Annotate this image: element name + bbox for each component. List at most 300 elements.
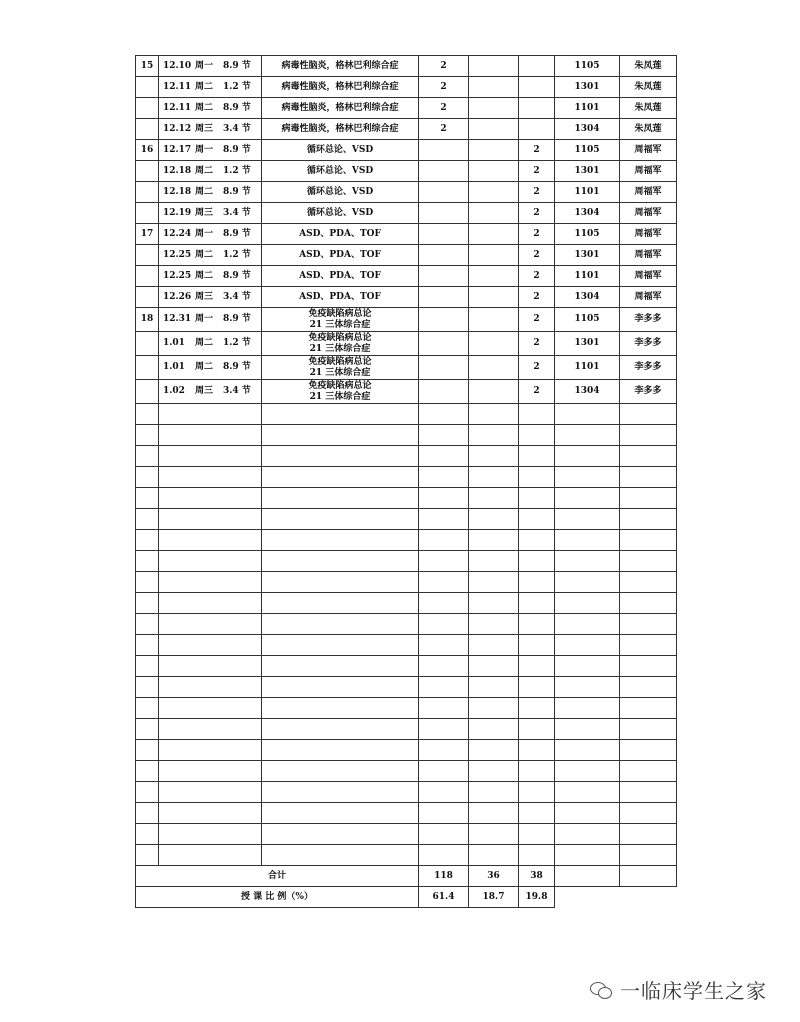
empty-cell — [159, 488, 262, 509]
empty-cell — [620, 698, 677, 719]
empty-row — [136, 488, 677, 509]
content-line: ASD、PDA、TOF — [299, 270, 381, 281]
empty-cell — [620, 614, 677, 635]
table-row — [136, 98, 677, 119]
date-day: 周三 — [195, 386, 214, 396]
empty-cell — [469, 698, 519, 719]
empty-row — [136, 467, 677, 488]
empty-cell — [519, 530, 555, 551]
empty-cell — [555, 782, 620, 803]
date-period: 8.9 节 — [223, 102, 251, 113]
ratio-label: 授 课 比 例（%） — [136, 887, 419, 908]
empty-cell — [419, 509, 469, 530]
empty-cell — [519, 824, 555, 845]
content-cell — [262, 380, 419, 404]
date-period: 3.4 节 — [223, 291, 251, 302]
total-col2: 36 — [469, 866, 519, 887]
empty-row — [136, 656, 677, 677]
empty-cell — [555, 467, 620, 488]
empty-cell — [262, 509, 419, 530]
content-cell — [262, 266, 419, 287]
empty-cell — [159, 572, 262, 593]
table-row — [136, 182, 677, 203]
empty-cell — [555, 551, 620, 572]
empty-row — [136, 782, 677, 803]
ratio-blank — [555, 887, 677, 908]
empty-cell — [519, 740, 555, 761]
hours-col3-cell: 2 — [519, 308, 555, 332]
empty-cell — [159, 530, 262, 551]
empty-cell — [555, 446, 620, 467]
empty-cell — [262, 593, 419, 614]
empty-cell — [519, 635, 555, 656]
hours-col2-cell — [469, 224, 519, 245]
date-period: 8.9 节 — [223, 270, 251, 281]
empty-cell — [469, 446, 519, 467]
empty-row — [136, 551, 677, 572]
content-line: ASD、PDA、TOF — [299, 249, 381, 260]
content-line: 免疫缺陷病总论 — [308, 380, 372, 391]
hours-col1-cell — [419, 356, 469, 380]
date-cell — [159, 332, 262, 356]
hours-col2-cell — [469, 287, 519, 308]
date-cell — [159, 161, 262, 182]
hours-col1-cell — [419, 203, 469, 224]
empty-cell — [136, 782, 159, 803]
table-row — [136, 224, 677, 245]
hours-col2-cell — [469, 245, 519, 266]
footer-text: 一临床学生之家 — [620, 979, 767, 1003]
empty-row — [136, 845, 677, 866]
empty-cell — [555, 803, 620, 824]
content-cell — [262, 224, 419, 245]
hours-col1-cell — [419, 161, 469, 182]
date-date: 1.01 — [163, 362, 185, 372]
empty-cell — [519, 425, 555, 446]
empty-cell — [159, 719, 262, 740]
empty-cell — [159, 782, 262, 803]
date-date: 12.11 — [163, 102, 192, 113]
date-date: 12.18 — [163, 186, 192, 197]
teacher-cell: 周福军 — [620, 182, 677, 203]
empty-cell — [136, 677, 159, 698]
empty-cell — [262, 656, 419, 677]
footer-watermark — [590, 975, 767, 1004]
empty-cell — [555, 614, 620, 635]
empty-cell — [262, 467, 419, 488]
hours-col3-cell: 2 — [519, 224, 555, 245]
empty-cell — [620, 572, 677, 593]
table-row — [136, 245, 677, 266]
week-cell: 17 — [136, 224, 159, 245]
date-day: 周二 — [195, 362, 214, 372]
empty-cell — [262, 824, 419, 845]
date-cell — [159, 224, 262, 245]
ratio-col1: 61.4 — [419, 887, 469, 908]
date-day: 周二 — [195, 270, 214, 281]
date-date: 12.25 — [163, 270, 192, 281]
date-period: 8.9 节 — [223, 362, 251, 372]
teacher-cell: 周福军 — [620, 161, 677, 182]
room-cell: 1301 — [555, 77, 620, 98]
empty-row — [136, 425, 677, 446]
empty-cell — [159, 845, 262, 866]
empty-cell — [519, 509, 555, 530]
date-date: 12.10 — [163, 60, 192, 71]
hours-col3-cell: 2 — [519, 182, 555, 203]
date-period: 8.9 节 — [223, 186, 251, 197]
hours-col3-cell — [519, 119, 555, 140]
content-cell — [262, 308, 419, 332]
empty-cell — [262, 740, 419, 761]
teacher-cell: 周福军 — [620, 266, 677, 287]
hours-col2-cell — [469, 182, 519, 203]
empty-cell — [136, 761, 159, 782]
empty-cell — [262, 845, 419, 866]
content-line: ASD、PDA、TOF — [299, 228, 381, 239]
content-cell — [262, 182, 419, 203]
week-cell — [136, 77, 159, 98]
empty-cell — [555, 740, 620, 761]
empty-cell — [519, 467, 555, 488]
empty-cell — [620, 719, 677, 740]
empty-cell — [519, 698, 555, 719]
empty-cell — [419, 803, 469, 824]
empty-cell — [262, 761, 419, 782]
empty-cell — [469, 656, 519, 677]
table-row — [136, 266, 677, 287]
date-period: 3.4 节 — [223, 123, 251, 134]
date-cell — [159, 140, 262, 161]
empty-cell — [159, 656, 262, 677]
content-cell — [262, 356, 419, 380]
week-cell — [136, 182, 159, 203]
hours-col1-cell — [419, 287, 469, 308]
room-cell: 1101 — [555, 266, 620, 287]
empty-cell — [419, 845, 469, 866]
table-row — [136, 203, 677, 224]
empty-cell — [419, 719, 469, 740]
date-day: 周二 — [195, 186, 214, 197]
hours-col1-cell — [419, 182, 469, 203]
empty-cell — [469, 572, 519, 593]
total-col1: 118 — [419, 866, 469, 887]
content-line: 循环总论、VSD — [306, 186, 374, 197]
date-period: 8.9 节 — [223, 144, 251, 155]
empty-cell — [419, 761, 469, 782]
teacher-cell: 周福军 — [620, 203, 677, 224]
week-cell: 16 — [136, 140, 159, 161]
empty-cell — [262, 635, 419, 656]
empty-cell — [555, 425, 620, 446]
empty-cell — [620, 761, 677, 782]
date-cell — [159, 287, 262, 308]
empty-cell — [519, 614, 555, 635]
date-period: 8.9 节 — [223, 228, 251, 239]
empty-cell — [469, 614, 519, 635]
room-cell: 1105 — [555, 224, 620, 245]
room-cell: 1101 — [555, 356, 620, 380]
total-label: 合计 — [136, 866, 419, 887]
content-line: 循环总论、VSD — [306, 207, 374, 218]
room-cell: 1301 — [555, 332, 620, 356]
empty-cell — [555, 845, 620, 866]
empty-cell — [159, 509, 262, 530]
empty-cell — [620, 551, 677, 572]
hours-col3-cell: 2 — [519, 266, 555, 287]
content-cell — [262, 140, 419, 161]
date-date: 12.19 — [163, 207, 192, 218]
hours-col1-cell — [419, 140, 469, 161]
empty-cell — [555, 404, 620, 425]
teacher-cell: 周福军 — [620, 140, 677, 161]
empty-cell — [136, 572, 159, 593]
room-cell: 1105 — [555, 308, 620, 332]
hours-col2-cell — [469, 56, 519, 77]
week-cell: 15 — [136, 56, 159, 77]
empty-cell — [519, 488, 555, 509]
empty-cell — [469, 719, 519, 740]
date-day: 周三 — [195, 291, 214, 302]
teacher-cell: 朱凤莲 — [620, 119, 677, 140]
empty-cell — [469, 761, 519, 782]
hours-col3-cell — [519, 77, 555, 98]
content-line: 21 三体综合症 — [309, 343, 371, 354]
empty-cell — [262, 698, 419, 719]
empty-cell — [519, 593, 555, 614]
empty-cell — [519, 782, 555, 803]
empty-cell — [159, 740, 262, 761]
hours-col3-cell: 2 — [519, 203, 555, 224]
content-line: 病毒性脑炎，格林巴利综合症 — [281, 81, 399, 92]
content-line: ASD、PDA、TOF — [299, 291, 381, 302]
date-cell — [159, 380, 262, 404]
hours-col2-cell — [469, 356, 519, 380]
content-cell — [262, 56, 419, 77]
room-cell: 1301 — [555, 161, 620, 182]
empty-cell — [469, 824, 519, 845]
empty-cell — [519, 677, 555, 698]
empty-cell — [262, 719, 419, 740]
empty-cell — [469, 677, 519, 698]
empty-cell — [555, 530, 620, 551]
empty-cell — [469, 425, 519, 446]
hours-col2-cell — [469, 119, 519, 140]
empty-row — [136, 446, 677, 467]
content-line: 循环总论、VSD — [306, 165, 374, 176]
empty-cell — [136, 467, 159, 488]
date-day: 周一 — [195, 314, 214, 324]
empty-cell — [419, 488, 469, 509]
teacher-cell: 周福军 — [620, 245, 677, 266]
empty-cell — [262, 488, 419, 509]
teacher-cell: 朱凤莲 — [620, 56, 677, 77]
teacher-cell: 周福军 — [620, 224, 677, 245]
empty-row — [136, 824, 677, 845]
empty-cell — [620, 656, 677, 677]
table-row — [136, 119, 677, 140]
empty-cell — [136, 803, 159, 824]
empty-row — [136, 593, 677, 614]
empty-cell — [469, 740, 519, 761]
empty-cell — [159, 467, 262, 488]
empty-cell — [419, 467, 469, 488]
hours-col3-cell: 2 — [519, 332, 555, 356]
week-cell — [136, 203, 159, 224]
content-cell — [262, 119, 419, 140]
date-period: 3.4 节 — [223, 207, 251, 218]
empty-cell — [159, 446, 262, 467]
empty-cell — [262, 530, 419, 551]
empty-cell — [136, 425, 159, 446]
total-col3: 38 — [519, 866, 555, 887]
empty-cell — [159, 404, 262, 425]
teacher-cell: 李多多 — [620, 380, 677, 404]
room-cell: 1304 — [555, 380, 620, 404]
empty-cell — [136, 509, 159, 530]
empty-cell — [555, 635, 620, 656]
teacher-cell: 李多多 — [620, 356, 677, 380]
content-line: 21 三体综合症 — [309, 391, 371, 402]
date-date: 12.11 — [163, 81, 192, 92]
table-row — [136, 308, 677, 332]
empty-row — [136, 761, 677, 782]
empty-row — [136, 677, 677, 698]
empty-cell — [159, 761, 262, 782]
empty-cell — [262, 677, 419, 698]
empty-row — [136, 530, 677, 551]
empty-row — [136, 404, 677, 425]
content-line: 21 三体综合症 — [309, 367, 371, 378]
date-cell — [159, 356, 262, 380]
empty-cell — [419, 425, 469, 446]
room-cell: 1304 — [555, 203, 620, 224]
teacher-cell: 朱凤莲 — [620, 98, 677, 119]
content-cell — [262, 287, 419, 308]
empty-cell — [469, 530, 519, 551]
hours-col2-cell — [469, 161, 519, 182]
empty-cell — [519, 761, 555, 782]
empty-cell — [136, 740, 159, 761]
hours-col3-cell: 2 — [519, 245, 555, 266]
date-day: 周二 — [195, 81, 214, 92]
empty-cell — [555, 824, 620, 845]
teacher-cell: 周福军 — [620, 287, 677, 308]
empty-cell — [419, 782, 469, 803]
total-teacher-empty — [620, 866, 677, 887]
empty-cell — [620, 593, 677, 614]
content-cell — [262, 77, 419, 98]
hours-col3-cell: 2 — [519, 380, 555, 404]
content-line: 免疫缺陷病总论 — [308, 308, 372, 319]
date-cell — [159, 245, 262, 266]
hours-col3-cell — [519, 56, 555, 77]
empty-cell — [519, 803, 555, 824]
empty-cell — [262, 446, 419, 467]
empty-cell — [136, 446, 159, 467]
ratio-col2: 18.7 — [469, 887, 519, 908]
week-cell — [136, 356, 159, 380]
hours-col1-cell: 2 — [419, 56, 469, 77]
date-cell — [159, 98, 262, 119]
content-line: 病毒性脑炎，格林巴利综合症 — [281, 102, 399, 113]
empty-cell — [262, 803, 419, 824]
date-period: 1.2 节 — [223, 338, 251, 348]
wechat-icon — [590, 979, 612, 1001]
empty-cell — [419, 593, 469, 614]
empty-cell — [136, 488, 159, 509]
empty-cell — [419, 656, 469, 677]
empty-cell — [519, 551, 555, 572]
date-day: 周二 — [195, 249, 214, 260]
empty-cell — [159, 551, 262, 572]
date-cell — [159, 203, 262, 224]
empty-cell — [419, 677, 469, 698]
week-cell: 18 — [136, 308, 159, 332]
teacher-cell: 李多多 — [620, 308, 677, 332]
empty-cell — [419, 824, 469, 845]
date-date: 12.12 — [163, 123, 192, 134]
empty-row — [136, 698, 677, 719]
week-cell — [136, 161, 159, 182]
content-cell — [262, 332, 419, 356]
hours-col1-cell: 2 — [419, 119, 469, 140]
room-cell: 1105 — [555, 140, 620, 161]
empty-cell — [555, 761, 620, 782]
room-cell: 1304 — [555, 287, 620, 308]
empty-cell — [136, 656, 159, 677]
empty-cell — [469, 593, 519, 614]
empty-cell — [419, 404, 469, 425]
empty-cell — [136, 824, 159, 845]
empty-cell — [519, 845, 555, 866]
date-day: 周二 — [195, 338, 214, 348]
hours-col3-cell: 2 — [519, 356, 555, 380]
empty-cell — [419, 740, 469, 761]
empty-cell — [620, 446, 677, 467]
empty-cell — [620, 425, 677, 446]
date-cell — [159, 56, 262, 77]
empty-cell — [555, 656, 620, 677]
empty-row — [136, 509, 677, 530]
empty-cell — [519, 404, 555, 425]
room-cell: 1105 — [555, 56, 620, 77]
empty-cell — [262, 782, 419, 803]
teacher-cell: 李多多 — [620, 332, 677, 356]
date-period: 8.9 节 — [223, 60, 251, 71]
date-period: 8.9 节 — [223, 314, 251, 324]
hours-col1-cell — [419, 266, 469, 287]
table-row — [136, 161, 677, 182]
hours-col1-cell: 2 — [419, 98, 469, 119]
table-row — [136, 380, 677, 404]
empty-cell — [555, 593, 620, 614]
date-date: 12.18 — [163, 165, 192, 176]
hours-col1-cell — [419, 332, 469, 356]
empty-cell — [555, 698, 620, 719]
content-cell — [262, 98, 419, 119]
empty-cell — [620, 782, 677, 803]
date-cell — [159, 119, 262, 140]
date-period: 3.4 节 — [223, 386, 251, 396]
content-line: 免疫缺陷病总论 — [308, 356, 372, 367]
ratio-col3: 19.8 — [519, 887, 555, 908]
empty-cell — [519, 719, 555, 740]
hours-col1-cell — [419, 380, 469, 404]
room-cell: 1301 — [555, 245, 620, 266]
empty-cell — [519, 446, 555, 467]
teacher-cell: 朱凤莲 — [620, 77, 677, 98]
